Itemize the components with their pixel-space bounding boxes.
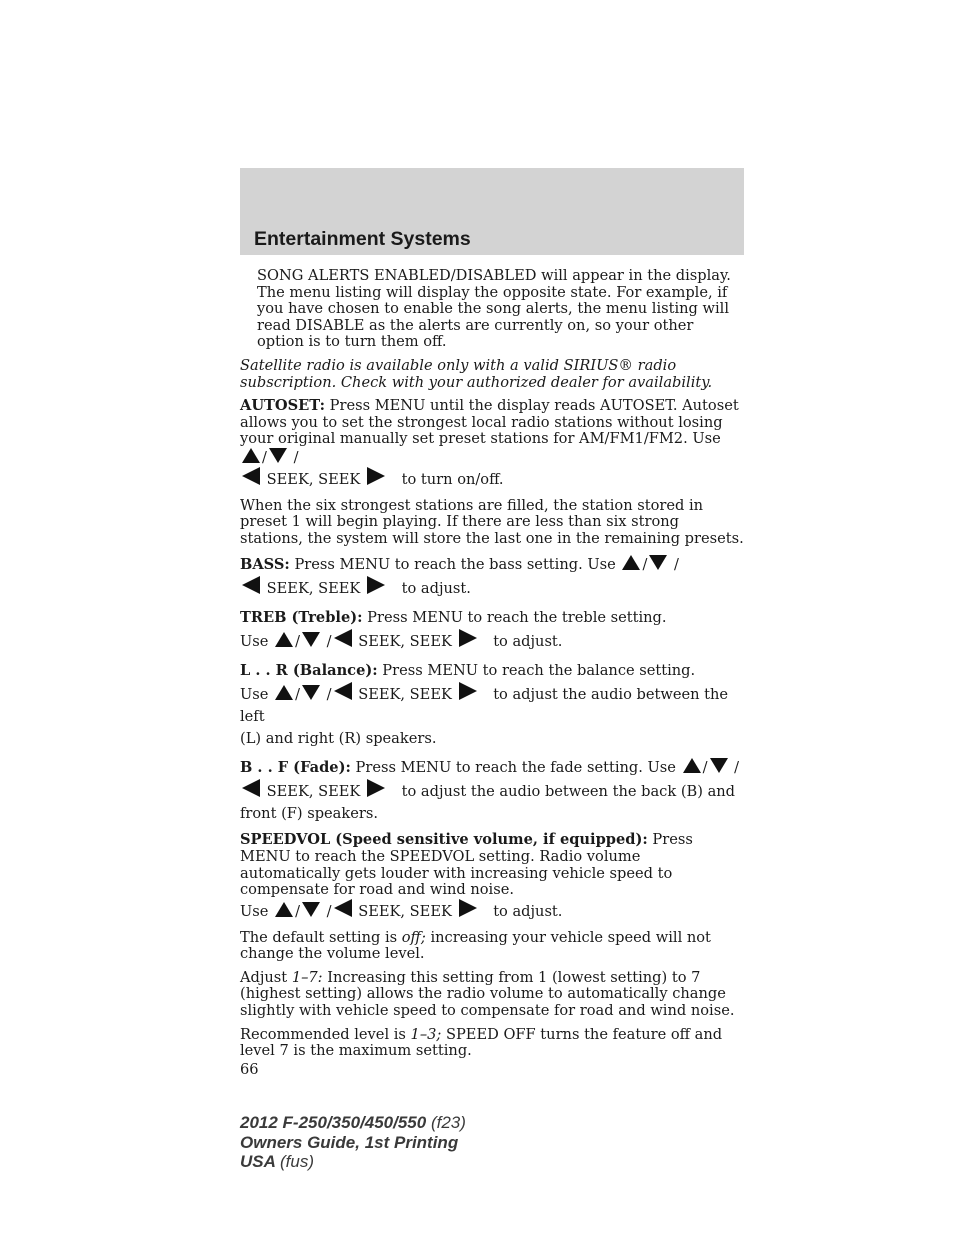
page-number: 66 [240, 1060, 259, 1078]
song-alerts-paragraph: SONG ALERTS ENABLED/DISABLED will appear in the display. The menu listing will display the opposite state. For example, if you have chosen to enable the song alerts, the menu listing will read DISABLE as the alerts are currently on, so your other option is to turn them off. [257, 267, 731, 351]
balance-label: L . . R (Balance): [240, 662, 378, 680]
slash: / [674, 556, 679, 574]
arrow-up-icon [275, 632, 293, 647]
default-setting-post: increasing your vehicle speed will not change the volume level. [240, 928, 711, 963]
seek-label: SEEK, SEEK [266, 470, 361, 488]
balance-tail: to adjust the audio between the left [240, 686, 729, 726]
footer-market-code: (fus) [280, 1152, 314, 1171]
slash: / [295, 686, 300, 704]
treb-label: TREB (Treble): [240, 609, 363, 627]
seek-label: SEEK, SEEK [358, 902, 452, 920]
recommended-value: 1–3; [410, 1025, 442, 1043]
arrow-up-icon [242, 448, 260, 463]
slash: / [326, 633, 332, 651]
autoset-text: Press MENU until the display reads AUTOSET. Autoset allows you to set the strongest local radio stations without losing your original manually set preset stations for AM/FM1/FM2. Use [240, 397, 739, 448]
speedvol-label: SPEEDVOL (Speed sensitive volume, if equipped): [240, 831, 648, 849]
adjust-pre: Adjust [240, 968, 288, 986]
slash: / [642, 556, 648, 574]
autoset-paragraph-2: When the six strongest stations are filled, the station stored in preset 1 will begin playing. If there are less than six strong stations, the system will store the last one in the remaining presets. [240, 496, 744, 547]
seek-left-icon [242, 576, 260, 594]
seek-left-icon [334, 629, 352, 647]
bass-tail: to adjust. [401, 580, 471, 598]
seek-left-icon [334, 899, 352, 917]
arrow-down-icon [269, 448, 287, 463]
seek-label: SEEK, SEEK [358, 686, 452, 704]
slash: / [734, 759, 740, 777]
default-setting-value: off; [401, 928, 426, 946]
speedvol-text: Press MENU to reach the SPEEDVOL setting. Radio volume automatically gets louder with increasing vehicle speed to compensate for road and wind noise. [240, 831, 693, 899]
slash: / [262, 448, 267, 466]
seek-label: SEEK, SEEK [266, 580, 361, 598]
fade-paragraph [240, 757, 744, 825]
footer-line-2: Owners Guide, 1st Printing [240, 1132, 459, 1152]
default-setting-paragraph [240, 930, 744, 963]
use-label: Use [240, 902, 269, 920]
arrow-down-icon [710, 758, 728, 773]
speedvol-tail: to adjust. [493, 902, 563, 920]
seek-left-icon [334, 682, 352, 700]
slash: / [295, 633, 300, 651]
treb-text: Press MENU to reach the treble setting. [367, 609, 667, 627]
seek-right-icon [459, 899, 477, 917]
footer-model: 2012 F-250/350/450/550 [240, 1113, 427, 1132]
arrow-up-icon [275, 902, 293, 917]
arrow-up-icon [622, 555, 640, 570]
use-label: Use [240, 686, 269, 704]
arrow-down-icon [302, 632, 320, 647]
arrow-down-icon [302, 902, 320, 917]
treb-paragraph [240, 607, 744, 653]
seek-right-icon [367, 779, 385, 797]
arrow-up-icon [683, 758, 701, 773]
slash: / [326, 902, 332, 920]
recommended-post: SPEED OFF turns the feature off and level 7 is the maximum setting. [240, 1025, 723, 1060]
seek-right-icon [367, 576, 385, 594]
autoset-label: AUTOSET: [240, 397, 326, 415]
seek-left-icon [242, 779, 260, 797]
default-setting-pre: The default setting is [240, 928, 398, 946]
section-title: Entertainment Systems [254, 228, 471, 250]
seek-right-icon [367, 467, 385, 485]
seek-left-icon [242, 467, 260, 485]
recommended-paragraph [240, 1027, 744, 1060]
bass-label: BASS: [240, 556, 290, 574]
use-label: Use [240, 633, 269, 651]
adjust-value: 1–7: [291, 968, 323, 986]
adjust-paragraph [240, 970, 744, 1020]
seek-right-icon [459, 682, 477, 700]
fade-tail: to adjust the audio between the back (B) and [401, 783, 736, 801]
document-footer [240, 1113, 466, 1172]
autoset-paragraph [240, 398, 744, 490]
slash: / [293, 448, 299, 466]
page-content [240, 268, 744, 1078]
seek-label: SEEK, SEEK [266, 783, 361, 801]
seek-label: SEEK, SEEK [358, 633, 452, 651]
fade-tail-2: front (F) speakers. [240, 805, 378, 823]
slash: / [702, 759, 708, 777]
fade-label: B . . F (Fade): [240, 759, 351, 777]
slash: / [295, 902, 300, 920]
balance-text: Press MENU to reach the balance setting. [382, 662, 696, 680]
satellite-note: Satellite radio is available only with a valid SIRIUS® radio subscription. Check with your authorized dealer for availability. [240, 356, 713, 391]
adjust-post: Increasing this setting from 1 (lowest setting) to 7 (highest setting) allows the radio volume to automatically change slightly with vehicle speed to compensate for road and wind noise. [240, 968, 735, 1020]
seek-right-icon [459, 629, 477, 647]
arrow-down-icon [649, 555, 667, 570]
treb-tail: to adjust. [493, 633, 563, 651]
bass-paragraph [240, 554, 744, 600]
slash: / [326, 686, 332, 704]
arrow-up-icon [275, 685, 293, 700]
balance-paragraph [240, 660, 744, 750]
autoset-tail: to turn on/off. [401, 470, 504, 488]
recommended-pre: Recommended level is [240, 1025, 406, 1043]
footer-line-1 [240, 1113, 466, 1133]
section-header [240, 168, 744, 255]
footer-line-3 [240, 1152, 466, 1172]
footer-market: USA [240, 1152, 276, 1171]
bass-text: Press MENU to reach the bass setting. Use [294, 556, 616, 574]
footer-model-code: (f23) [430, 1113, 466, 1132]
balance-tail-2: (L) and right (R) speakers. [240, 730, 437, 748]
fade-text: Press MENU to reach the fade setting. Use [355, 759, 676, 777]
arrow-down-icon [302, 685, 320, 700]
speedvol-paragraph [240, 832, 744, 922]
